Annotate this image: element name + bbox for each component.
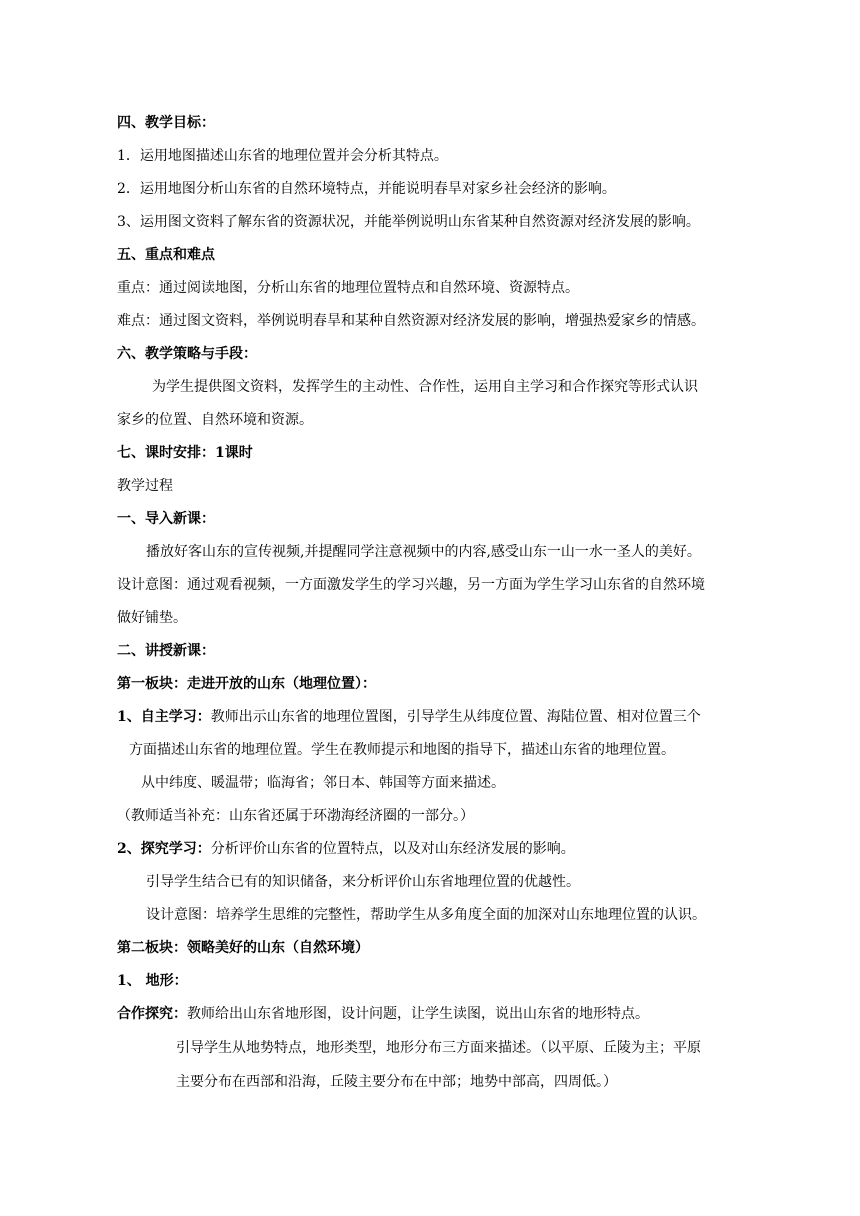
item-text: 教师给出山东省地形图，设计问题，让学生读图，说出山东省的地形特点。 <box>187 1006 649 1022</box>
block-1-item-1 <box>117 707 701 727</box>
terrain-guide-line-2: 主要分布在西部和沿海，丘陵主要分布在中部；地势中部高，四周低。） <box>176 1074 617 1090</box>
block-2-heading: 第二板块：领略美好的山东（自然环境） <box>117 940 369 956</box>
block-1-item-2-guide: 引导学生结合已有的知识储备，来分析评价山东省地理位置的优越性。 <box>146 874 580 890</box>
intro-design-line-1: 设计意图：通过观看视频，一方面激发学生的学习兴趣，另一方面为学生学习山东省的自然环境 <box>117 577 705 593</box>
objective-3: 3、运用图文资料了解东省的资源状况，并能举例说明山东省某种自然资源对经济发展的影响。 <box>117 214 700 230</box>
item-text: 教师出示山东省的地理位置图，引导学生从纬度位置、海陆位置、相对位置三个 <box>210 709 701 725</box>
terrain-guide-line-1: 引导学生从地势特点，地形类型，地形分布三方面来描述。（以平原、丘陵为主；平原 <box>176 1040 701 1056</box>
teacher-note: （教师适当补充：山东省还属于环渤海经济圈的一部分。） <box>117 808 474 824</box>
cooperative-inquiry <box>117 1004 649 1024</box>
section-4-heading: 四、教学目标： <box>117 115 215 131</box>
block-1-item-2 <box>117 839 575 859</box>
block-1-item-2-design: 设计意图：培养学生思维的完整性，帮助学生从多角度全面的加深对山东地理位置的认识。 <box>146 907 706 923</box>
objective-2: 2．运用地图分析山东省的自然环境特点，并能说明春旱对家乡社会经济的影响。 <box>117 181 616 197</box>
block-1-heading: 第一板块：走进开放的山东（地理位置）： <box>117 676 376 692</box>
block-1-item-1-continuation: 方面描述山东省的地理位置。学生在教师提示和地图的指导下，描述山东省的地理位置。 <box>129 742 675 758</box>
teaching-heading: 二、讲授新课： <box>117 643 215 659</box>
intro-heading: 一、导入新课： <box>117 511 215 527</box>
strategy-paragraph-line-1: 为学生提供图文资料，发挥学生的主动性、合作性，运用自主学习和合作探究等形式认识 <box>152 379 698 395</box>
intro-design-line-2: 做好铺垫。 <box>117 610 187 626</box>
section-5-heading: 五、重点和难点 <box>117 247 215 263</box>
item-text: 分析评价山东省的位置特点，以及对山东经济发展的影响。 <box>210 841 575 857</box>
strategy-paragraph-line-2: 家乡的位置、自然环境和资源。 <box>117 412 313 428</box>
block-1-item-1-detail: 从中纬度、暖温带；临海省；邻日本、韩国等方面来描述。 <box>141 775 505 791</box>
item-label: 2、探究学习： <box>117 841 211 857</box>
objective-1: 1．运用地图描述山东省的地理位置并会分析其特点。 <box>117 148 448 164</box>
section-7-heading: 七、课时安排：1课时 <box>117 445 253 461</box>
block-2-item-1-heading: 1、 地形： <box>117 973 188 989</box>
item-label: 1、自主学习： <box>117 709 211 725</box>
section-6-heading: 六、教学策略与手段： <box>117 346 257 362</box>
intro-paragraph: 播放好客山东的宣传视频,并提醒同学注意视频中的内容,感受山东一山一水一圣人的美好。 <box>146 544 701 560</box>
teaching-process-heading: 教学过程 <box>117 478 173 494</box>
difficulty-text: 难点：通过图文资料，举例说明春旱和某种自然资源对经济发展的影响，增强热爱家乡的情感。 <box>117 313 705 329</box>
item-label: 合作探究： <box>117 1006 187 1022</box>
key-point-text: 重点：通过阅读地图，分析山东省的地理位置特点和自然环境、资源特点。 <box>117 280 579 296</box>
